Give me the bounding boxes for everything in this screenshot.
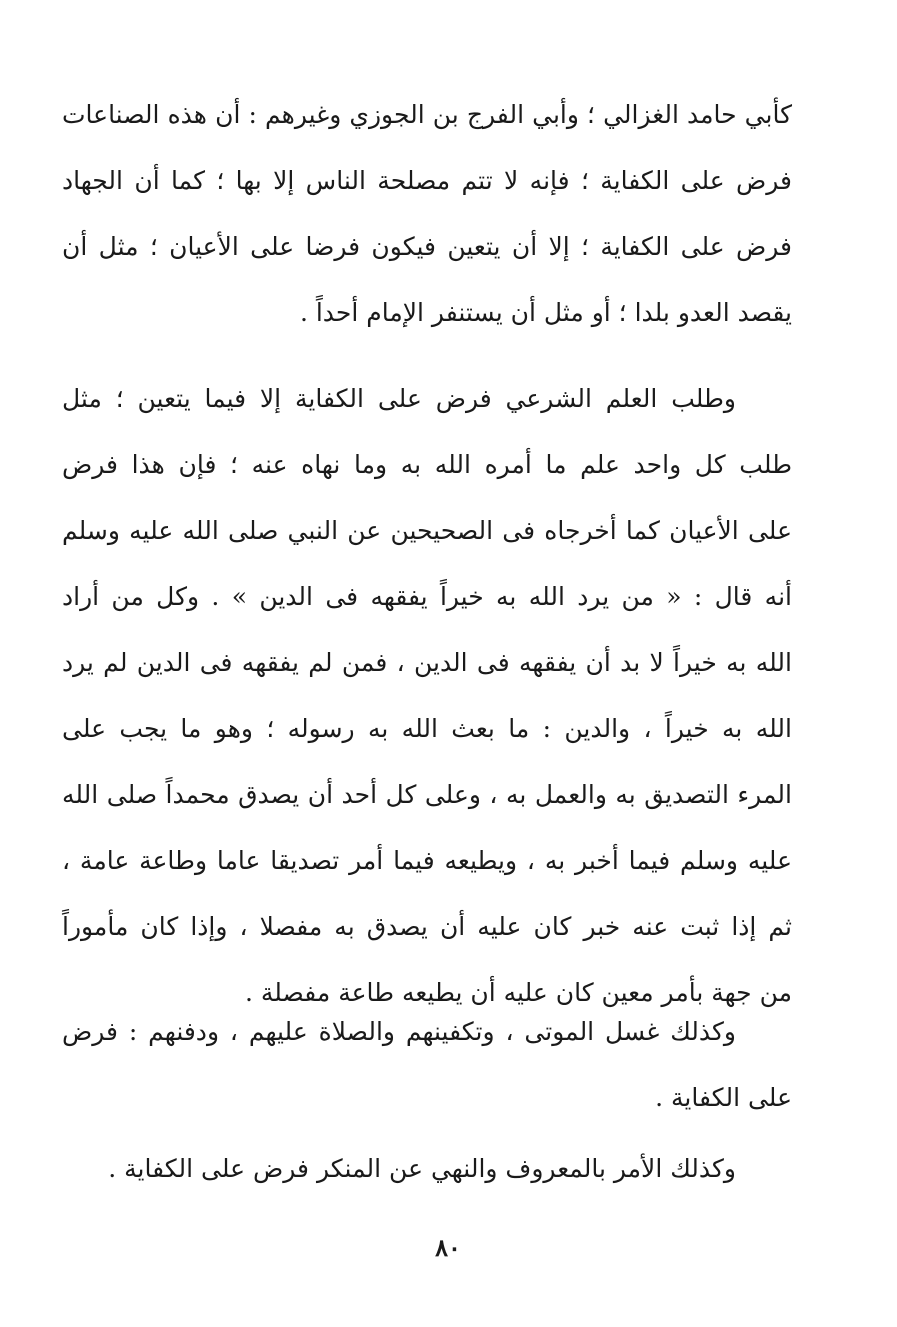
page-number: ٨٠ (435, 1233, 461, 1262)
text-line: على الأعيان كما أخرجاه فى الصحيحين عن النبي صلى الله عليه وسلم (62, 516, 792, 545)
text-line: الله به خيراً ، والدين : ما بعث الله به رسوله ؛ وهو ما يجب على (62, 714, 792, 743)
text-line: على الكفاية . (655, 1083, 792, 1112)
text-line: وطلب العلم الشرعي فرض على الكفاية إلا فيما يتعين ؛ مثل (62, 384, 736, 413)
paragraph-1 (62, 82, 792, 346)
text-line: وكذلك الأمر بالمعروف والنهي عن المنكر فرض على الكفاية . (108, 1154, 736, 1183)
text-line: فرض على الكفاية ؛ فإنه لا تتم مصلحة الناس إلا بها ؛ كما أن الجهاد (62, 166, 792, 195)
text-line: فرض على الكفاية ؛ إلا أن يتعين فيكون فرضا على الأعيان ؛ مثل أن (62, 232, 792, 261)
text-line: المرء التصديق به والعمل به ، وعلى كل أحد أن يصدق محمداً صلى الله (62, 780, 792, 809)
paragraph-2 (62, 366, 792, 1026)
text-line: عليه وسلم فيما أخبر به ، ويطيعه فيما أمر تصديقا عاما وطاعة عامة ، (62, 846, 792, 875)
paragraph-3 (62, 999, 792, 1131)
text-line: طلب كل واحد علم ما أمره الله به وما نهاه عنه ؛ فإن هذا فرض (62, 450, 792, 479)
paragraph-4 (62, 1136, 792, 1202)
text-line: أنه قال : « من يرد الله به خيراً يفقهه فى الدين » . وكل من أراد (62, 582, 792, 611)
text-line: الله به خيراً لا بد أن يفقهه فى الدين ، فمن لم يفقهه فى الدين لم يرد (62, 648, 792, 677)
text-line: ثم إذا ثبت عنه خبر كان عليه أن يصدق به مفصلا ، وإذا كان مأموراً (62, 912, 792, 941)
text-line: من جهة بأمر معين كان عليه أن يطيعه طاعة مفصلة . (244, 978, 792, 1007)
text-line: وكذلك غسل الموتى ، وتكفينهم والصلاة عليهم ، ودفنهم : فرض (62, 1017, 736, 1046)
text-line: كأبي حامد الغزالي ؛ وأبي الفرج بن الجوزي وغيرهم : أن هذه الصناعات (62, 100, 792, 129)
text-line: يقصد العدو بلدا ؛ أو مثل أن يستنفر الإمام أحداً . (299, 298, 792, 327)
